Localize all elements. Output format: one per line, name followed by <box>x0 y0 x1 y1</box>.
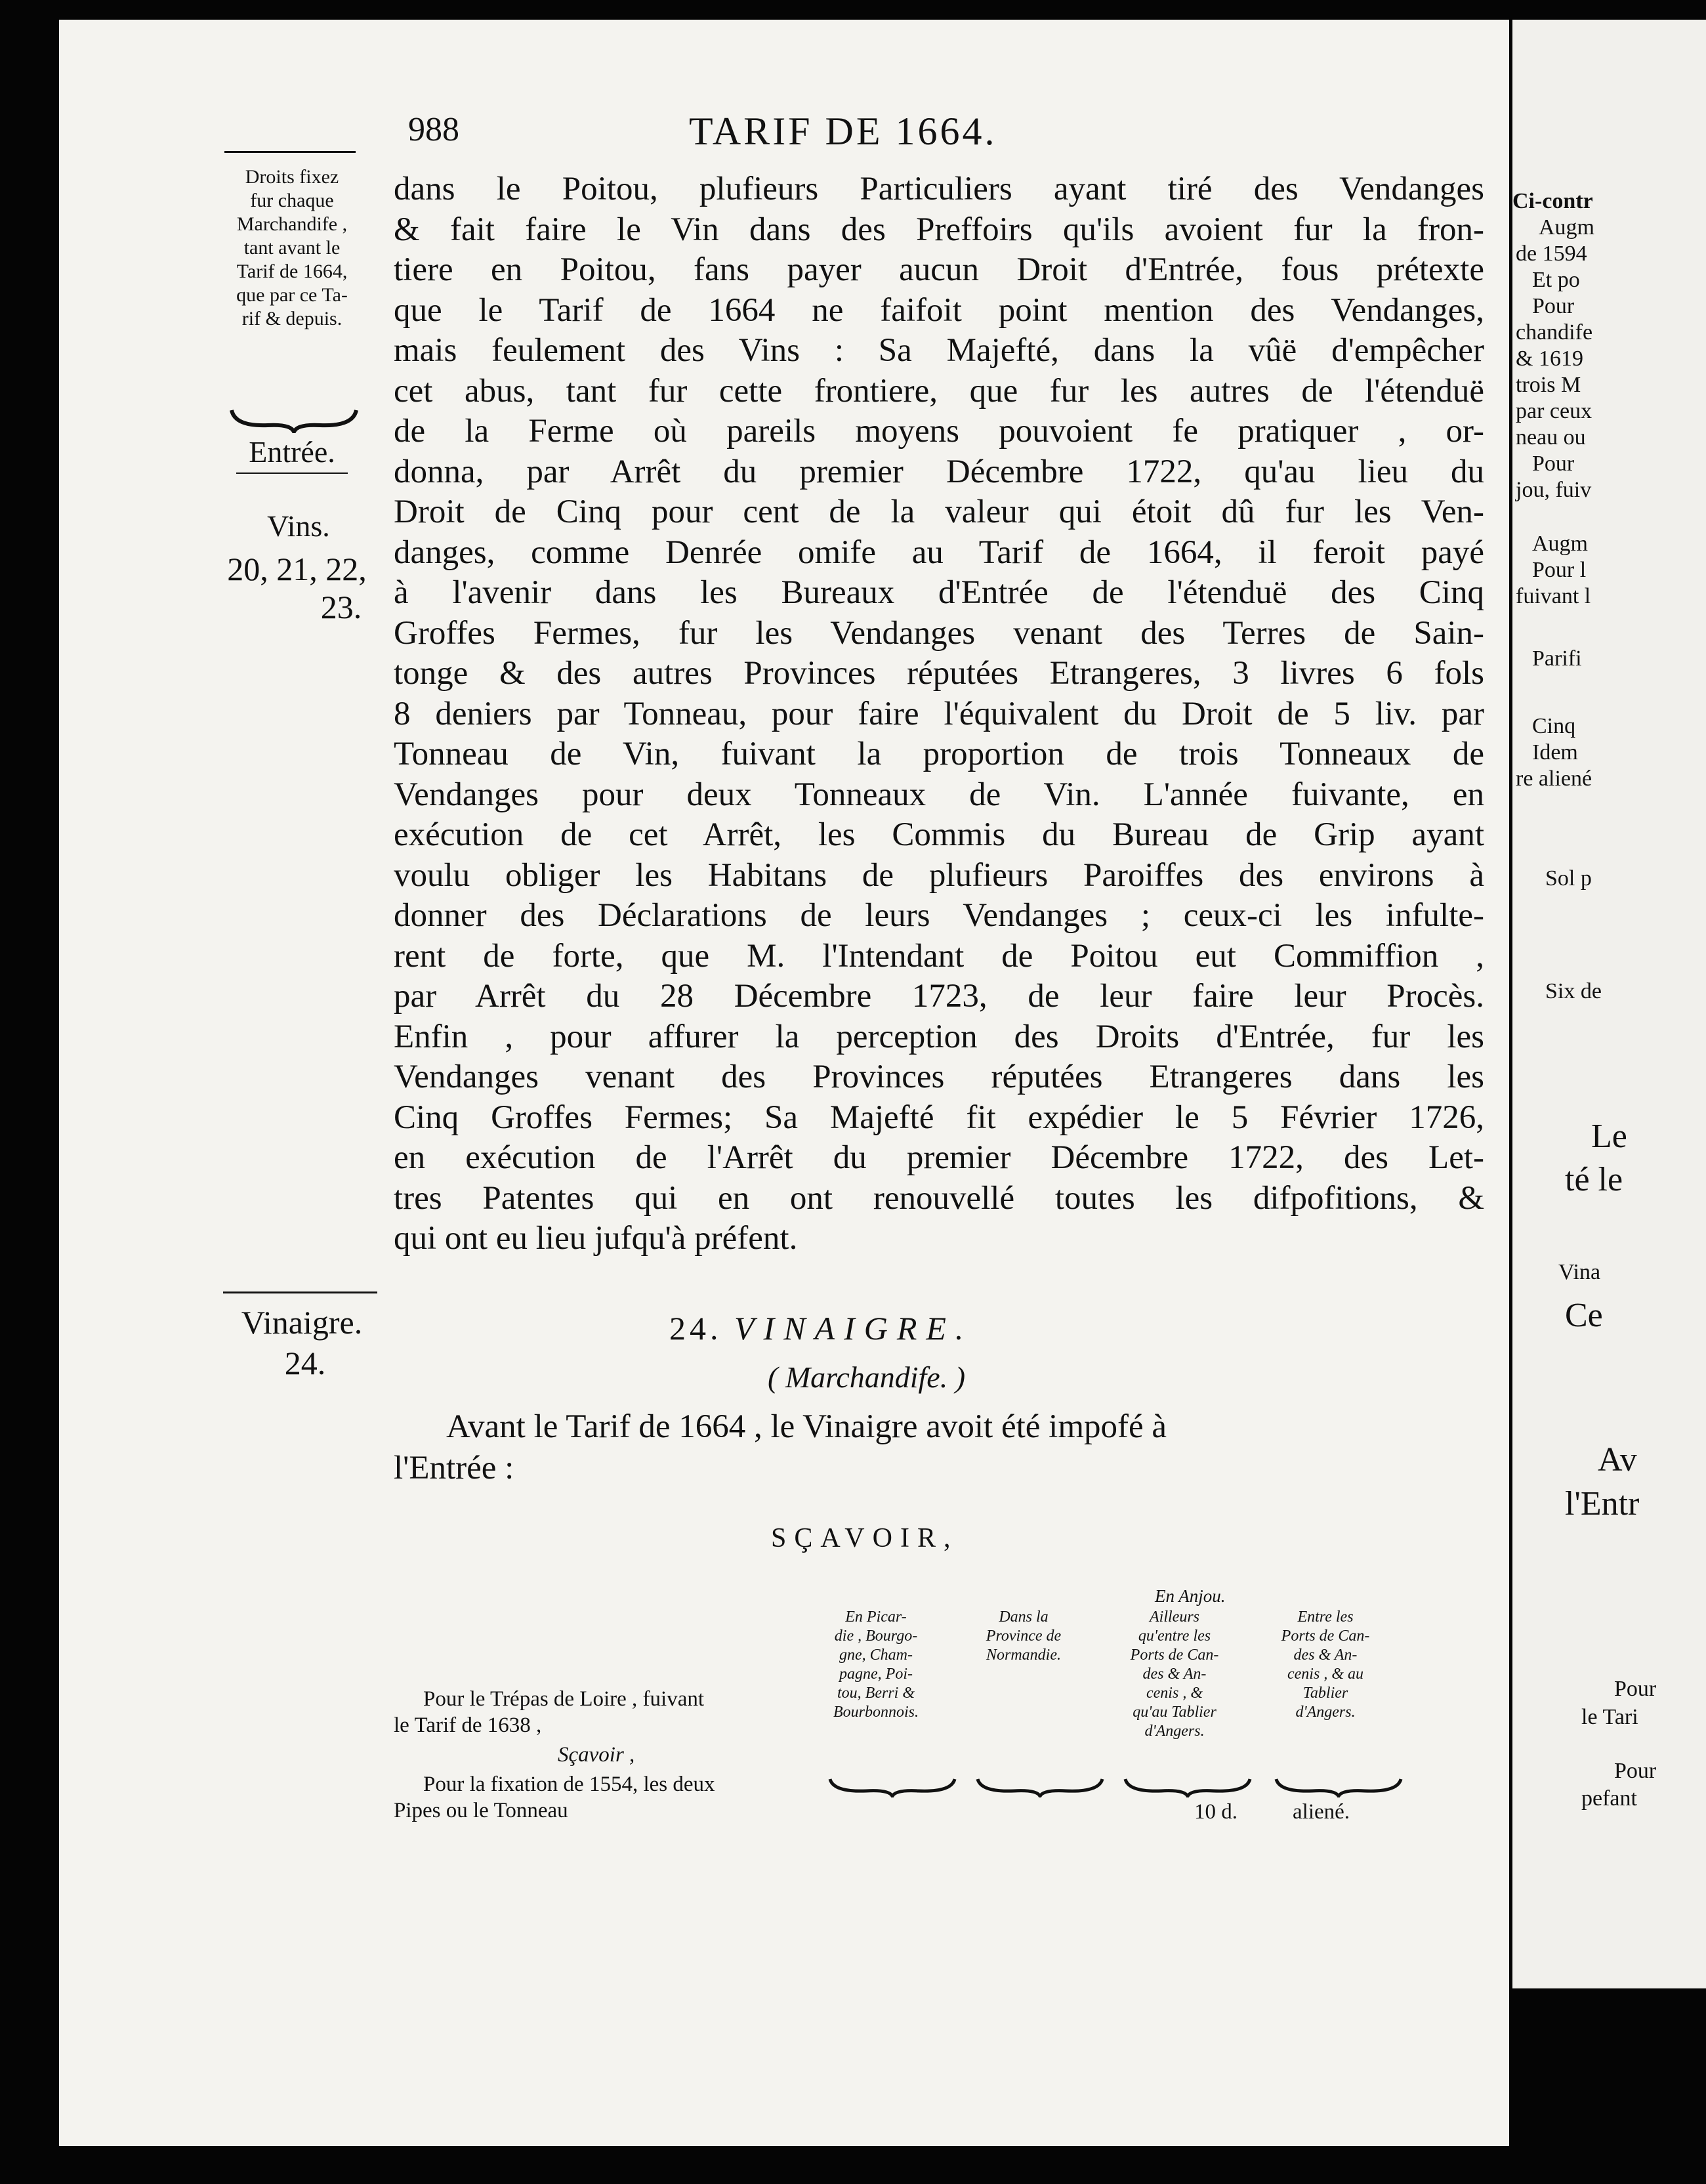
facing-line: Parifi <box>1532 646 1582 671</box>
facing-line: Pour <box>1532 294 1575 318</box>
row-label-3: Sçavoir , <box>558 1743 635 1767</box>
section-subtitle: ( Marchandife. ) <box>768 1360 966 1394</box>
section-intro-line-1: Avant le Tarif de 1664 , le Vinaigre avoit été impofé à <box>446 1408 1167 1445</box>
margin-vins: Vins. <box>267 509 330 543</box>
value-col4: aliené. <box>1293 1800 1350 1824</box>
running-title: TARIF DE 1664. <box>689 110 997 153</box>
margin-vins-numbers-2: 23. <box>320 589 362 625</box>
facing-line: Augm <box>1539 215 1594 240</box>
facing-small-line: Pour <box>1614 1677 1657 1701</box>
row-label-2: le Tarif de 1638 , <box>394 1713 542 1737</box>
column-brace-2 <box>974 1775 1106 1797</box>
facing-big-line: Av <box>1598 1441 1637 1479</box>
row-label-1: Pour le Trépas de Loire , fuivant <box>423 1687 705 1711</box>
facing-line: Sol p <box>1545 866 1592 891</box>
column-header-3: Ailleurs qu'entre les Ports de Can- des & An- cenis , & qu'au Tablier d'Angers. <box>1130 1608 1219 1740</box>
margin-vinaigre-number: 24. <box>284 1345 326 1381</box>
facing-line: Augm <box>1532 532 1588 556</box>
facing-line: & 1619 <box>1516 346 1583 371</box>
row-label-5: Pipes ou le Tonneau <box>394 1799 568 1822</box>
facing-line: Idem <box>1532 740 1578 765</box>
value-col3: 10 d. <box>1194 1800 1238 1824</box>
facing-small-line: Vina <box>1558 1260 1601 1284</box>
facing-big-line: Ce <box>1565 1297 1603 1334</box>
margin-rule <box>224 151 356 153</box>
margin-note: Droits fixez fur chaque Marchandife , tant avant le Tarif de 1664, que par ce Ta- rif & depuis. <box>236 166 348 329</box>
column-brace-3 <box>1122 1775 1253 1797</box>
facing-line: chandife <box>1516 320 1593 345</box>
margin-vins-numbers: 20, 21, 22, <box>227 551 367 587</box>
facing-small-line: le Tari <box>1581 1705 1638 1729</box>
page-number: 988 <box>408 111 459 148</box>
brace-ornament <box>228 407 360 433</box>
facing-line: Pour <box>1532 452 1575 476</box>
facing-line: re aliené <box>1516 766 1592 791</box>
column-brace-4 <box>1273 1775 1404 1797</box>
book-page <box>59 20 1509 2146</box>
column-header-1: En Picar- die , Bourgo- gne, Cham- pagne, Poi- tou, Berri & Bourbonnois. <box>833 1608 919 1721</box>
facing-small-line: Pour <box>1614 1759 1657 1783</box>
section-rule <box>223 1292 377 1293</box>
facing-big-line: Le <box>1591 1118 1627 1155</box>
facing-big-line: té le <box>1565 1161 1623 1198</box>
facing-line: Pour l <box>1532 558 1587 582</box>
scavoir-heading: SÇAVOIR, <box>771 1523 959 1553</box>
facing-line: Et po <box>1532 268 1580 292</box>
facing-line: neau ou <box>1516 425 1586 450</box>
section-intro-line-2: l'Entrée : <box>394 1450 514 1486</box>
facing-line: trois M <box>1516 373 1581 397</box>
facing-line: fuivant l <box>1516 584 1591 608</box>
column-header-4: Entre les Ports de Can- des & An- cenis , & au Tablier d'Angers. <box>1281 1608 1370 1721</box>
body-paragraph: dans le Poitou, plufieurs Particuliers ayant tiré des Vendanges & fait faire le Vin dans des Preffoirs qu'ils avoient fur la fron- tiere en Poitou, fans payer aucun Droit d'Entrée, fous prétexte que le Tarif de 1664 ne faifoit point mention des Vendanges, mais feulement des Vins : Sa Majefté, dans la vûë d'empêcher cet abus, tant fur cette frontiere, que fur les autres de l'étenduë de la Ferme où pareils moyens pouvoient fe pratiquer , or- donna, par Arrêt du premier Décembre 1722, qu'au lieu du Droit de Cinq pour cent de la valeur qui étoit dû fur les Ven- danges, comme Denrée omife au Tarif de 1664, il feroit payé à l'avenir dans les Bureaux d'Entrée de l'étenduë des Cinq Groffes Fermes, fur les Vendanges venant des Terres de Sain- tonge & des autres Provinces réputées Etrangeres, 3 livres 6 fols 8 deniers par Tonneau, pour faire l'équivalent du Droit de 5 liv. par Tonneau de Vin, fuivant la proportion de trois Tonneaux de Vendanges pour deux Tonneaux de Vin. L'année fuivante, en exécution de cet Arrêt, les Commis du Bureau de Grip ayant voulu obliger les Habitans de plufieurs Paroiffes des environs à donner des Déclarations de leurs Vendanges ; ceux-ci les infulte- rent de forte, que M. l'Intendant de Poitou eut Commiffion , par Arrêt du 28 Décembre 1723, de leur faire leur Procès. Enfin , pour affurer la perception des Droits d'Entrée, fur les Vendanges venant des Provinces réputées Etrangeres dans les Cinq Groffes Fermes; Sa Majefté fit expédier le 5 Février 1726, en exécution de l'Arrêt du premier Décembre 1722, des Let- tres Patentes qui en ont renouvellé toutes les difpofitions, & qui ont eu lieu jufqu'à préfent. <box>394 171 1484 1257</box>
margin-entree: Entrée. <box>249 435 335 469</box>
section-heading: 24. VINAIGRE. <box>669 1310 973 1347</box>
facing-line: jou, fuiv <box>1516 478 1592 502</box>
facing-line: de 1594 <box>1516 242 1587 266</box>
column-header-2: Dans la Province de Normandie. <box>986 1608 1062 1664</box>
facing-page <box>1512 20 1706 1988</box>
en-anjou-heading: En Anjou. <box>1155 1586 1226 1606</box>
facing-line: Ci-contr <box>1512 189 1593 213</box>
facing-small-line: pefant <box>1581 1786 1637 1811</box>
margin-vinaigre: Vinaigre. <box>241 1304 363 1341</box>
facing-line: Cinq <box>1532 714 1576 738</box>
row-label-4: Pour la fixation de 1554, les deux <box>423 1773 715 1796</box>
facing-line: Six de <box>1545 979 1602 1003</box>
facing-line: par ceux <box>1516 399 1592 423</box>
column-brace-1 <box>827 1775 958 1797</box>
margin-rule-2 <box>236 472 348 474</box>
facing-big-line: l'Entr <box>1565 1485 1640 1522</box>
